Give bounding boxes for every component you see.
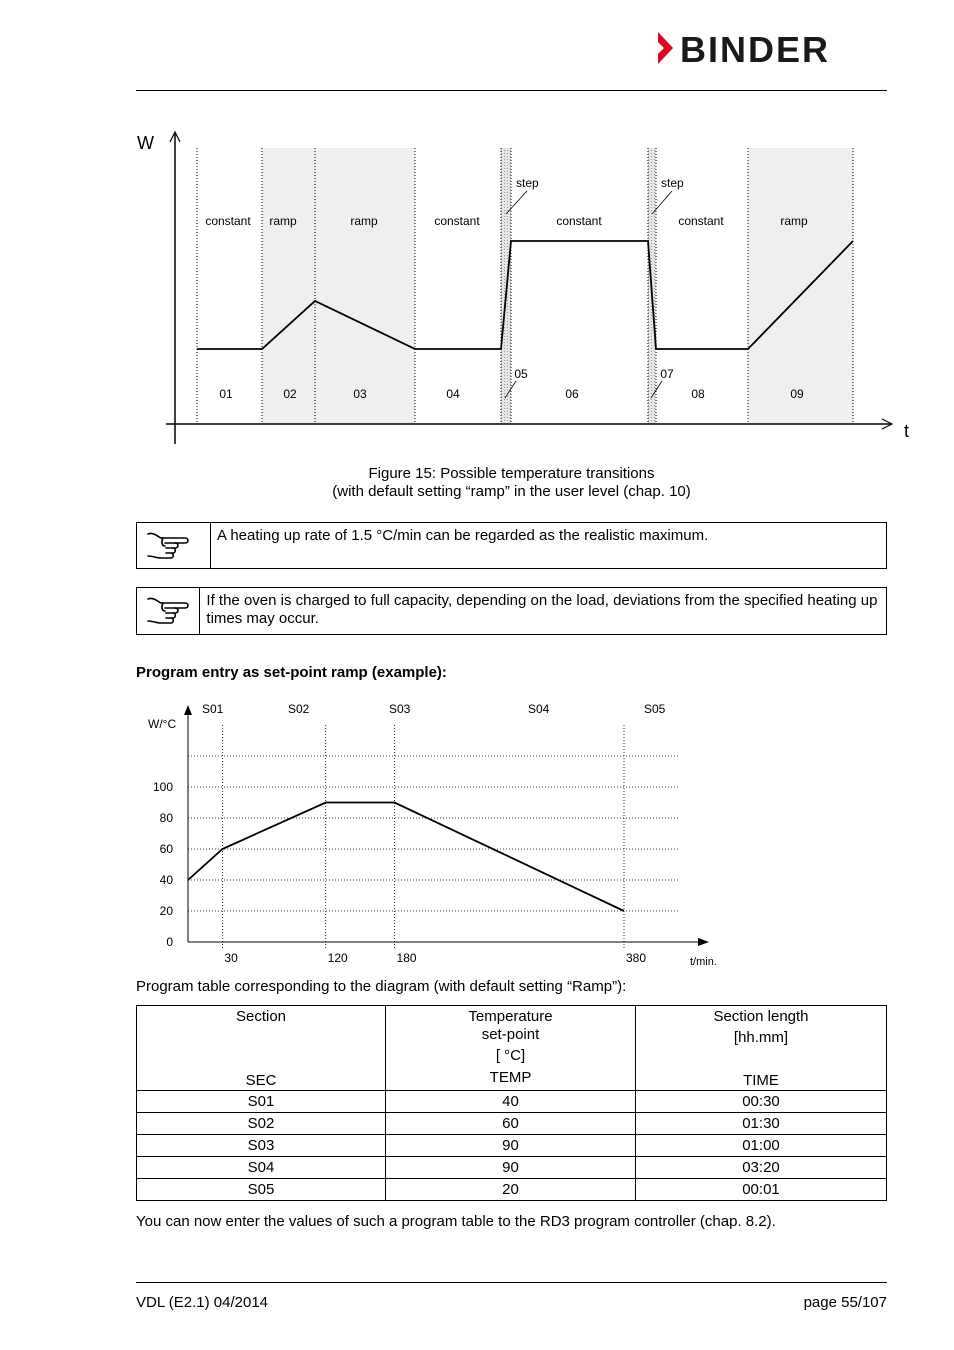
table-row: [137, 1179, 887, 1201]
cell-temp: 40: [386, 1091, 636, 1113]
cell-sec: S01: [137, 1091, 386, 1113]
header-time: [636, 1006, 887, 1091]
chart-x-arrow-icon: [698, 938, 709, 946]
note-text: If the oven is charged to full capacity, depending on the load, deviations from the specified heating up times may occur.: [206, 592, 878, 627]
step-label: step: [661, 176, 684, 190]
header-abbr: TEMP: [489, 1069, 532, 1086]
section-label: S01: [202, 702, 224, 716]
section-type-label: ramp: [350, 214, 378, 228]
y-axis-label: W: [137, 133, 154, 153]
y-tick-label: 80: [159, 811, 173, 825]
footer-page-number: page 55/107: [803, 1294, 887, 1311]
section-type-label: constant: [556, 214, 602, 228]
x-tick-label: 120: [327, 951, 348, 965]
y-tick-label: 100: [152, 780, 173, 794]
table-row: [137, 1091, 887, 1113]
section-type-label: ramp: [269, 214, 297, 228]
note-box: [136, 522, 887, 569]
logo-text: BINDER: [680, 30, 831, 66]
section-09-bg: [748, 148, 853, 424]
table-intro: Program table corresponding to the diagram (with default setting “Ramp”):: [136, 978, 627, 995]
y-tick-label: 20: [159, 904, 173, 918]
program-table: [136, 1005, 887, 1201]
x-tick-label: 380: [626, 951, 647, 965]
setpoint-line: [188, 803, 624, 912]
header-abbr: TIME: [743, 1072, 779, 1089]
section-label: S02: [288, 702, 310, 716]
section-number: 04: [446, 387, 460, 401]
header-sec: [137, 1006, 386, 1091]
header-label: Temperature: [468, 1008, 553, 1025]
section-label: S04: [528, 702, 550, 716]
section-type-label: constant: [205, 214, 251, 228]
cell-sec: S02: [137, 1113, 386, 1135]
section-label: S03: [389, 702, 411, 716]
header-unit: [hh.mm]: [733, 1029, 789, 1046]
note-text: A heating up rate of 1.5 °C/min can be regarded as the realistic maximum.: [217, 527, 709, 544]
header-abbr: SEC: [245, 1072, 277, 1089]
chart-y-label: W/°C: [148, 717, 177, 731]
figure-caption: [136, 465, 887, 501]
binder-logo: [656, 30, 888, 66]
section-number: 01: [219, 387, 233, 401]
cell-temp: 90: [386, 1135, 636, 1157]
cell-temp: 60: [386, 1113, 636, 1135]
cell-time: 00:30: [636, 1091, 887, 1113]
cell-temp: 90: [386, 1157, 636, 1179]
x-tick-label: 180: [396, 951, 417, 965]
y-tick-label: 0: [166, 935, 173, 949]
cell-sec: S03: [137, 1135, 386, 1157]
y-tick-label: 40: [159, 873, 173, 887]
figure-caption-line2: (with default setting “ramp” in the user level (chap. 10): [332, 483, 691, 500]
cell-sec: S05: [137, 1179, 386, 1201]
cell-temp: 20: [386, 1179, 636, 1201]
section-number: 09: [790, 387, 804, 401]
closing-text: You can now enter the values of such a program table to the RD3 program controller (chap. 8.2).: [136, 1213, 776, 1230]
setpoint-ramp-chart: [130, 695, 730, 970]
section-number: 06: [565, 387, 579, 401]
section-number: 05: [514, 367, 528, 381]
section-number: 03: [353, 387, 367, 401]
x-axis-label: t: [904, 421, 910, 441]
program-heading: Program entry as set-point ramp (example):: [136, 664, 447, 681]
cell-time: 01:30: [636, 1113, 887, 1135]
note-box: [136, 587, 887, 635]
header-label: Section length: [713, 1008, 809, 1025]
section-dividers: [222, 725, 624, 950]
header-label: Section: [235, 1008, 287, 1025]
section-type-label: constant: [678, 214, 724, 228]
pointing-hand-icon: [145, 591, 195, 631]
logo-chevron-icon: [658, 32, 673, 64]
chart-y-arrow-icon: [184, 705, 192, 715]
figure-caption-line1: Figure 15: Possible temperature transitions: [368, 465, 655, 482]
header-unit: [ °C]: [495, 1047, 526, 1064]
section-number: 08: [691, 387, 705, 401]
table-row: [137, 1135, 887, 1157]
section-number: 02: [283, 387, 297, 401]
footer-rule: [136, 1282, 887, 1283]
cell-time: 01:00: [636, 1135, 887, 1157]
y-tick-label: 60: [159, 842, 173, 856]
cell-sec: S04: [137, 1157, 386, 1179]
x-tick-label: 30: [224, 951, 238, 965]
table-row: [137, 1113, 887, 1135]
header-rule: [136, 90, 887, 91]
section-02-bg: [262, 148, 315, 424]
pointing-hand-icon: [145, 526, 195, 566]
footer-left: VDL (E2.1) 04/2014: [136, 1294, 269, 1311]
section-type-label: constant: [434, 214, 480, 228]
table-row: [137, 1157, 887, 1179]
header-label: set-point: [481, 1026, 540, 1043]
step-label: step: [516, 176, 539, 190]
figure-15-diagram: [130, 125, 910, 455]
header-temp: [386, 1006, 636, 1091]
section-type-label: ramp: [780, 214, 808, 228]
section-number: 07: [660, 367, 674, 381]
chart-grid: [188, 756, 680, 911]
section-03-bg: [315, 148, 415, 424]
table-header-row: [137, 1006, 887, 1091]
cell-time: 03:20: [636, 1157, 887, 1179]
section-label: S05: [644, 702, 666, 716]
chart-x-label: t/min.: [690, 956, 717, 968]
cell-time: 00:01: [636, 1179, 887, 1201]
